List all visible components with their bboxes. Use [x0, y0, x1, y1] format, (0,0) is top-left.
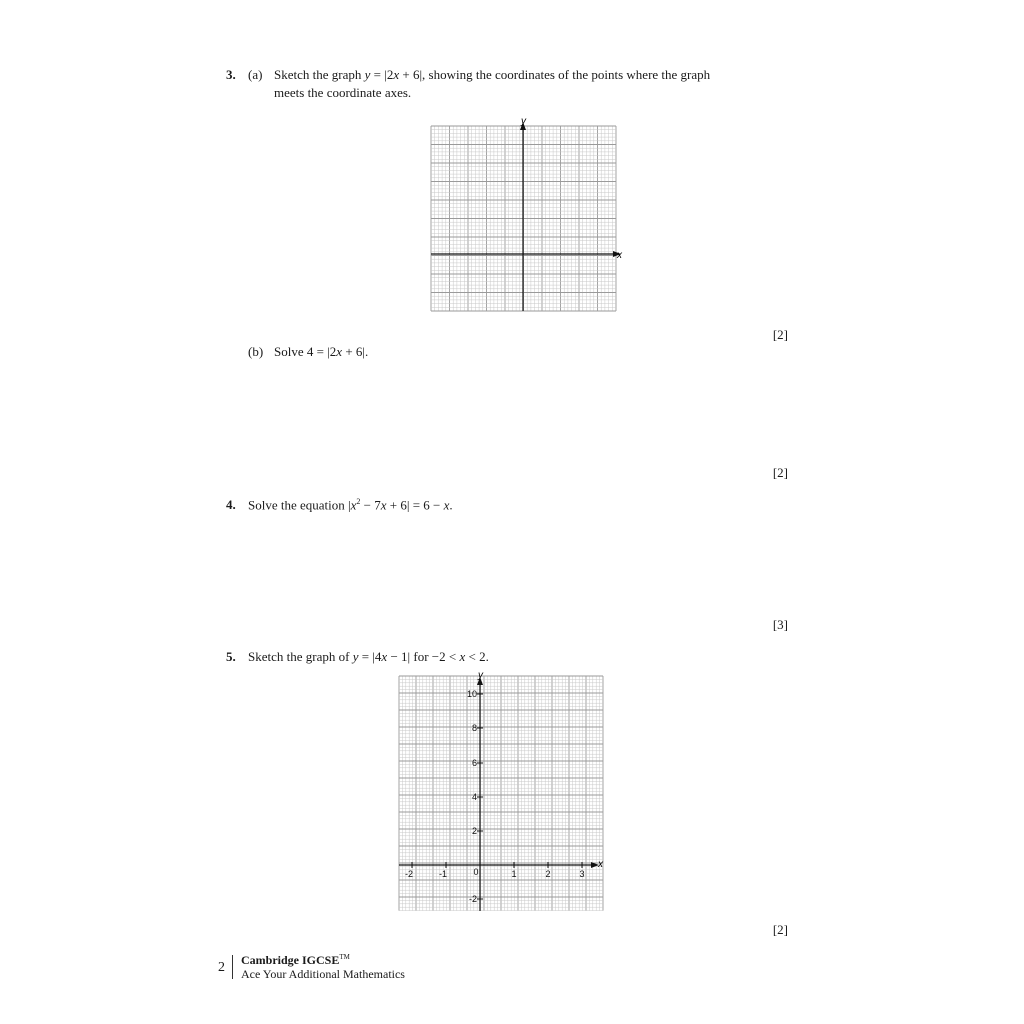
q3a-eq-close: + 6|, showing the coordinates of the points where the graph [399, 67, 711, 82]
q5-var-x1: x [381, 649, 388, 664]
footer-title-text: Cambridge IGCSE [241, 953, 340, 967]
q5-x-tick-label-0: 0 [473, 867, 479, 877]
footer-subtitle: Ace Your Additional Mathematics [241, 967, 405, 981]
q3b-var-x: x [336, 344, 343, 359]
q5-y-tick-label-2: 2 [471, 826, 477, 836]
q4-sup: 2 [356, 497, 361, 506]
q4-var-x2: x [380, 497, 387, 513]
q4-var-x3: x [443, 497, 450, 513]
footer-page-number: 2 [218, 960, 225, 975]
footer-title [241, 953, 350, 968]
q5-text-3: − 1| for −2 < [387, 649, 460, 664]
q5-y-tick-label-10: 10 [466, 689, 477, 699]
q5-text-1: Sketch the graph of [248, 649, 353, 664]
question-5-text [248, 649, 489, 665]
question-4-number: 4. [226, 497, 236, 512]
question-3a-text-line2: meets the coordinate axes. [274, 85, 412, 100]
q5-x-tick-label-2: 2 [545, 869, 551, 879]
q5-y-tick-label-4: 4 [471, 792, 477, 802]
footer-tm: TM [339, 953, 350, 961]
question-5-number: 5. [226, 649, 236, 664]
question-3b-label: (b) [248, 344, 264, 359]
q4-text-3: + 6| = 6 − [386, 497, 444, 513]
question-3a-label: (a) [248, 67, 263, 82]
q4-var-x1: x [350, 497, 357, 513]
q5-y-tick-label-6: 6 [471, 758, 477, 768]
q3-graph-grid [425, 114, 630, 316]
q5-x-tick-label-3: 3 [579, 869, 585, 879]
q3a-var-x: x [393, 67, 400, 82]
q3a-var-y: y [364, 67, 371, 82]
q5-var-y: y [352, 649, 359, 664]
q5-y-axis-label: y [478, 670, 483, 681]
q5-x-tick-label-neg2: -2 [404, 869, 414, 879]
q4-text-1: Solve the equation | [248, 497, 351, 513]
footer-divider [232, 955, 233, 979]
q3b-text-1: Solve 4 = |2 [274, 344, 337, 359]
question-4-text [248, 497, 453, 513]
q4-marks: [3] [772, 617, 788, 632]
q5-var-x2: x [459, 649, 466, 664]
q3a-marks: [2] [772, 327, 788, 342]
q5-grid-lines [399, 676, 603, 911]
question-3-number: 3. [226, 67, 236, 82]
q5-text-4: < 2. [465, 649, 489, 664]
q5-y-tick-label-8: 8 [471, 723, 477, 733]
question-3b-text [274, 344, 368, 360]
q5-x-tick-label-neg1: -1 [438, 869, 448, 879]
question-3a-text-line1 [274, 67, 710, 83]
q5-x-axis-label: x [598, 859, 603, 870]
q3-x-axis-label: x [617, 250, 622, 261]
q4-text-4: . [449, 497, 453, 513]
q4-text-2: − 7 [360, 497, 381, 513]
q5-graph-grid [395, 667, 609, 915]
q3b-marks: [2] [772, 465, 788, 480]
q5-text-2: = |4 [358, 649, 382, 664]
q5-y-tick-label-neg2: -2 [468, 894, 477, 904]
q3-y-axis-label: y [521, 116, 526, 127]
q3a-text: Sketch the graph [274, 67, 362, 82]
q5-x-tick-label-1: 1 [511, 869, 517, 879]
q5-marks: [2] [772, 922, 788, 937]
q3a-eq-open: = |2 [370, 67, 394, 82]
q3b-text-2: + 6|. [342, 344, 369, 359]
